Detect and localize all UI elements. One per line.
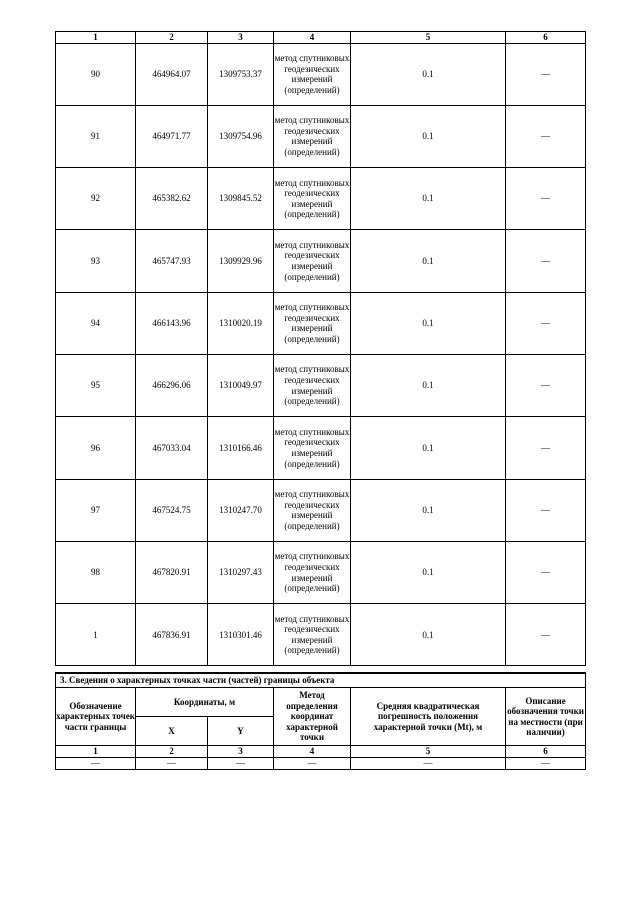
method-cell: метод спутниковых геодезических измерений (определений) bbox=[274, 479, 351, 541]
table-header-row bbox=[56, 32, 586, 44]
header-description: Описание обозначения точки на местности (при наличии) bbox=[506, 688, 586, 746]
coord-x-cell: 467033.04 bbox=[136, 417, 208, 479]
point-number-cell: 97 bbox=[56, 479, 136, 541]
point-number-cell: 1 bbox=[56, 604, 136, 666]
mean-error-cell: 0.1 bbox=[351, 230, 506, 292]
description-cell: — bbox=[506, 354, 586, 416]
header-col-2: 2 bbox=[136, 32, 208, 44]
description-cell: — bbox=[506, 604, 586, 666]
section-title: 3. Сведения о характерных точках части (частей) границы объекта bbox=[56, 673, 586, 688]
section-empty-row bbox=[56, 757, 586, 769]
table-row bbox=[56, 604, 586, 666]
coord-x-cell: 465747.93 bbox=[136, 230, 208, 292]
coord-y-cell: 1309845.52 bbox=[208, 168, 274, 230]
empty-cell-3: — bbox=[208, 757, 274, 769]
point-number-cell: 98 bbox=[56, 541, 136, 603]
header-col-1: 1 bbox=[56, 32, 136, 44]
section-num-6: 6 bbox=[506, 746, 586, 758]
coord-y-cell: 1310049.97 bbox=[208, 354, 274, 416]
point-number-cell: 93 bbox=[56, 230, 136, 292]
coord-x-cell: 465382.62 bbox=[136, 168, 208, 230]
point-number-cell: 95 bbox=[56, 354, 136, 416]
point-number-cell: 94 bbox=[56, 292, 136, 354]
section-header-row bbox=[56, 688, 586, 717]
header-y: Y bbox=[208, 717, 274, 746]
mean-error-cell: 0.1 bbox=[351, 354, 506, 416]
table-row bbox=[56, 479, 586, 541]
description-cell: — bbox=[506, 292, 586, 354]
coord-x-cell: 466143.96 bbox=[136, 292, 208, 354]
point-number-cell: 91 bbox=[56, 105, 136, 167]
point-number-cell: 92 bbox=[56, 168, 136, 230]
section-num-4: 4 bbox=[274, 746, 351, 758]
header-col-6: 6 bbox=[506, 32, 586, 44]
coord-x-cell: 464971.77 bbox=[136, 105, 208, 167]
description-cell: — bbox=[506, 43, 586, 105]
point-number-cell: 90 bbox=[56, 43, 136, 105]
table-row bbox=[56, 168, 586, 230]
header-col-3: 3 bbox=[208, 32, 274, 44]
method-cell: метод спутниковых геодезических измерений (определений) bbox=[274, 604, 351, 666]
description-cell: — bbox=[506, 230, 586, 292]
coord-y-cell: 1309754.96 bbox=[208, 105, 274, 167]
description-cell: — bbox=[506, 168, 586, 230]
method-cell: метод спутниковых геодезических измерений (определений) bbox=[274, 105, 351, 167]
mean-error-cell: 0.1 bbox=[351, 168, 506, 230]
header-coordinates: Координаты, м bbox=[136, 688, 274, 717]
coord-y-cell: 1310247.70 bbox=[208, 479, 274, 541]
coord-x-cell: 467820.91 bbox=[136, 541, 208, 603]
method-cell: метод спутниковых геодезических измерений (определений) bbox=[274, 168, 351, 230]
mean-error-cell: 0.1 bbox=[351, 541, 506, 603]
table-row bbox=[56, 541, 586, 603]
coord-y-cell: 1310301.46 bbox=[208, 604, 274, 666]
table-row bbox=[56, 230, 586, 292]
method-cell: метод спутниковых геодезических измерений (определений) bbox=[274, 541, 351, 603]
method-cell: метод спутниковых геодезических измерений (определений) bbox=[274, 43, 351, 105]
method-cell: метод спутниковых геодезических измерений (определений) bbox=[274, 292, 351, 354]
header-x: X bbox=[136, 717, 208, 746]
coord-y-cell: 1310297.43 bbox=[208, 541, 274, 603]
table-row bbox=[56, 354, 586, 416]
mean-error-cell: 0.1 bbox=[351, 417, 506, 479]
section-num-2: 2 bbox=[136, 746, 208, 758]
table-row bbox=[56, 43, 586, 105]
coord-y-cell: 1310166.46 bbox=[208, 417, 274, 479]
table-row bbox=[56, 292, 586, 354]
description-cell: — bbox=[506, 417, 586, 479]
table-row bbox=[56, 105, 586, 167]
mean-error-cell: 0.1 bbox=[351, 43, 506, 105]
header-point-designation: Обозначение характерных точек части границы bbox=[56, 688, 136, 746]
header-mean-error: Средняя квадратическая погрешность положения характерной точки (Mt), м bbox=[351, 688, 506, 746]
empty-cell-4: — bbox=[274, 757, 351, 769]
mean-error-cell: 0.1 bbox=[351, 604, 506, 666]
empty-cell-5: — bbox=[351, 757, 506, 769]
table-row bbox=[56, 417, 586, 479]
coord-y-cell: 1309753.37 bbox=[208, 43, 274, 105]
coord-y-cell: 1309929.96 bbox=[208, 230, 274, 292]
mean-error-cell: 0.1 bbox=[351, 105, 506, 167]
description-cell: — bbox=[506, 105, 586, 167]
header-method: Метод определения координат характерной точки bbox=[274, 688, 351, 746]
section-num-3: 3 bbox=[208, 746, 274, 758]
coord-x-cell: 467836.91 bbox=[136, 604, 208, 666]
description-cell: — bbox=[506, 541, 586, 603]
section-num-5: 5 bbox=[351, 746, 506, 758]
mean-error-cell: 0.1 bbox=[351, 479, 506, 541]
description-cell: — bbox=[506, 479, 586, 541]
point-number-cell: 96 bbox=[56, 417, 136, 479]
method-cell: метод спутниковых геодезических измерений (определений) bbox=[274, 417, 351, 479]
coord-x-cell: 467524.75 bbox=[136, 479, 208, 541]
empty-cell-6: — bbox=[506, 757, 586, 769]
empty-cell-1: — bbox=[56, 757, 136, 769]
section-number-row bbox=[56, 746, 586, 758]
section-title-row bbox=[56, 673, 586, 688]
empty-cell-2: — bbox=[136, 757, 208, 769]
header-col-5: 5 bbox=[351, 32, 506, 44]
header-col-4: 4 bbox=[274, 32, 351, 44]
coord-x-cell: 464964.07 bbox=[136, 43, 208, 105]
mean-error-cell: 0.1 bbox=[351, 292, 506, 354]
coord-x-cell: 466296.06 bbox=[136, 354, 208, 416]
section-num-1: 1 bbox=[56, 746, 136, 758]
points-table bbox=[55, 31, 586, 666]
method-cell: метод спутниковых геодезических измерений (определений) bbox=[274, 230, 351, 292]
method-cell: метод спутниковых геодезических измерений (определений) bbox=[274, 354, 351, 416]
section3-table bbox=[55, 672, 586, 770]
coord-y-cell: 1310020.19 bbox=[208, 292, 274, 354]
